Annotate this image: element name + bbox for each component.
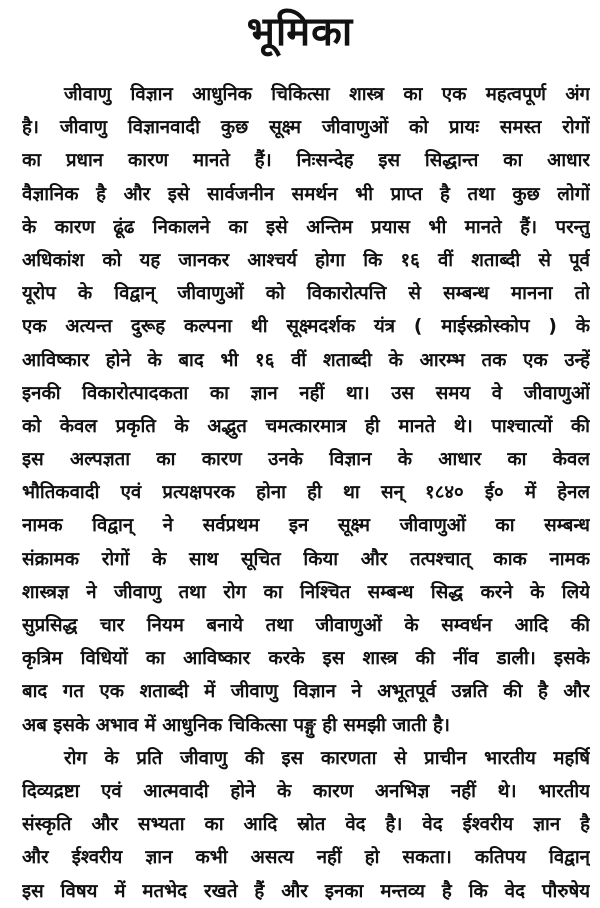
page-title: भूमिका	[246, 9, 354, 55]
body-text	[22, 78, 590, 908]
paragraph-1-line-7: यूरोप के विद्वान् जीवाणुओं को विकारोत्पत्ति से सम्बन्ध मानना तो	[22, 283, 590, 305]
paragraph-2-line-5: इस विषय में मतभेद रखते हैं और इनका मन्तव्य है कि वेद पौरुषेय	[22, 880, 590, 902]
paragraph-1-line-2: है। जीवाणु विज्ञानवादी कुछ सूक्ष्म जीवाणुओं को प्रायः समस्त रोगों	[22, 117, 590, 139]
paragraph-1-line-3: का प्रधान कारण मानते हैं। निःसन्देह इस सिद्धान्त का आधार	[22, 150, 590, 172]
paragraph-1-line-6: अधिकांश को यह जानकर आश्चर्य होगा कि १६ वीं शताब्दी से पूर्व	[22, 249, 590, 271]
paragraph-1-line-8: एक अत्यन्त दुरूह कल्पना थी सूक्ष्मदर्शक यंत्र ( माईस्क्रोस्कोप ) के	[22, 316, 590, 338]
paragraph-1-line-13: भौतिकवादी एवं प्रत्यक्षपरक होना ही था सन् १८४० ई० में हेनल	[22, 482, 590, 504]
paragraph-1-line-15: संक्रामक रोगों के साथ सूचित किया और तत्पश्चात् काक नामक	[22, 548, 590, 570]
paragraph-1-line-17: सुप्रसिद्ध चार नियम बनाये तथा जीवाणुओं के सम्वर्धन आदि की	[22, 615, 590, 636]
paragraph-1-line-5: के कारण ढूंढ निकालने का इसे अन्तिम प्रयास भी मानते हैं। परन्तु	[22, 216, 590, 238]
paragraph-1-line-4: वैज्ञानिक है और इसे सार्वजनीन समर्थन भी प्राप्त है तथा कुछ लोगों	[22, 183, 590, 205]
paragraph-2-line-1: रोग के प्रति जीवाणु की इस कारणता से प्राचीन भारतीय महर्षि	[64, 747, 590, 769]
paragraph-2-line-2: दिव्यद्रष्टा एवं आत्मवादी होने के कारण अनभिज्ञ नहीं थे। भारतीय	[22, 780, 590, 802]
paragraph-1-line-11: को केवल प्रकृति के अद्भुत चमत्कारमात्र ही मानते थे। पाश्चात्यों की	[22, 415, 590, 437]
paragraph-1-line-19: बाद गत एक शताब्दी में जीवाणु विज्ञान ने अभूतपूर्व उन्नति की है और	[22, 681, 590, 703]
paragraph-1-line-16: शास्त्रज्ञ ने जीवाणु तथा रोग का निश्चित सम्बन्ध सिद्ध करने के लिये	[22, 581, 590, 603]
paragraph-2-line-3: संस्कृति और सभ्यता का आदि स्रोत वेद है। वेद ईश्वरीय ज्ञान है	[22, 814, 590, 836]
paragraph-2-line-4: और ईश्वरीय ज्ञान कभी असत्य नहीं हो सकता। कतिपय विद्वान्	[22, 847, 590, 869]
paragraph-1-line-14: नामक विद्वान् ने सर्वप्रथम इन सूक्ष्म जीवाणुओं का सम्बन्ध	[22, 515, 590, 537]
paragraph-1-line-20: अब इसके अभाव में आधुनिक चिकित्सा पङ्गु ही समझी जाती है।	[22, 714, 450, 736]
paragraph-1-line-12: इस अल्पज्ञता का कारण उनके विज्ञान के आधार का केवल	[22, 449, 590, 471]
paragraph-1-line-9: आविष्कार होने के बाद भी १६ वीं शताब्दी के आरम्भ तक एक उन्हें	[22, 349, 590, 371]
paragraph-1-line-10: इनकी विकारोत्पादकता का ज्ञान नहीं था। उस समय वे जीवाणुओं	[22, 382, 590, 404]
paragraph-1-line-18: कृत्रिम विधियों का आविष्कार करके इस शास्त्र की नींव डाली। इसके	[22, 648, 590, 670]
paragraph-1-line-1: जीवाणु विज्ञान आधुनिक चिकित्सा शास्त्र का एक महत्वपूर्ण अंग	[64, 84, 590, 105]
